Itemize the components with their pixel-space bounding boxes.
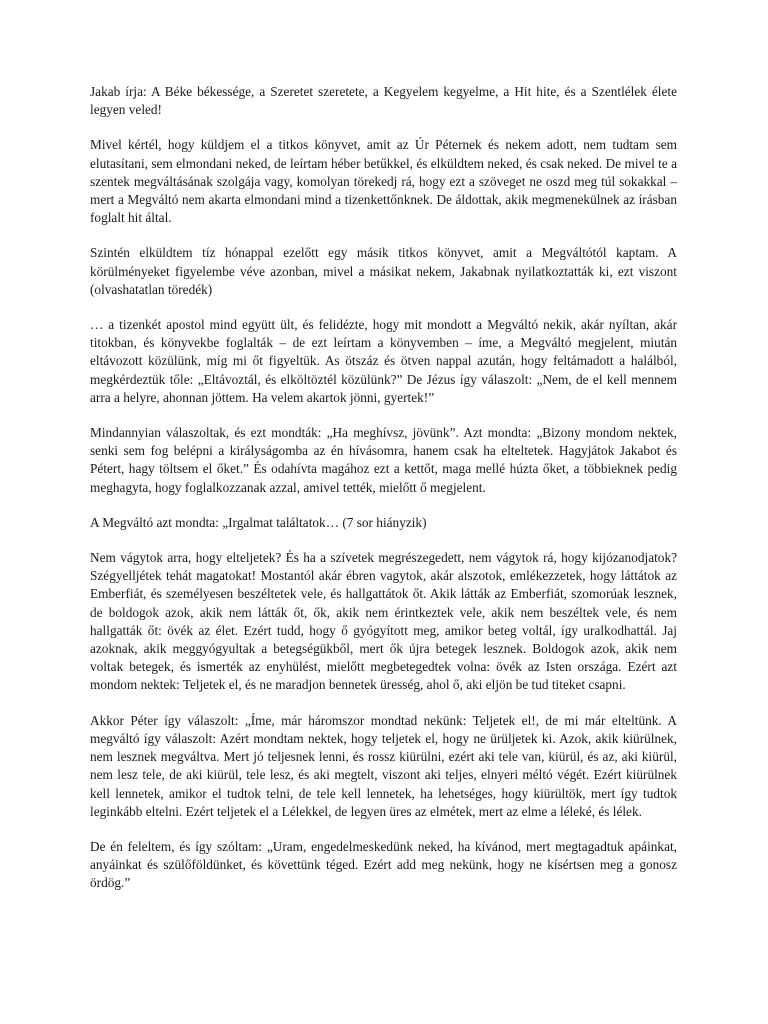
paragraph-mercy: A Megváltó azt mondta: „Irgalmat találtatok… (7 sor hiányzik) xyxy=(90,514,427,530)
paragraph-temptation: De én feleltem, és így szóltam: „Uram, engedelmeskedünk neked, ha kívánod, mert megtagadtuk apáinkat, anyáinkat és szülőföldünket, és követtünk téged. Ezért add meg nekünk, hogy ne kísértsen meg a gonosz ördög.” xyxy=(90,838,677,891)
paragraph-be-filled: Nem vágytok arra, hogy elteljetek? És ha a szívetek megrészegedett, nem vágytok rá, hogy kijózanodjatok? Szégyelljétek tehát magatokat! Mostantól akár ébren vagytok, akár alszotok, emlékezzetek, hogy láttátok az Emberfiát, és személyesen beszéltetek vele, és hallgattátok őt. Akik látták az Emberfiát, szomorúak lesznek, de boldogok azok, akik nem látták őt, ők, akik nem érintkeztek vele, akik nem beszéltek vele, és nem hallgatták őt: övék az élet. Ezért tudd, hogy ő gyógyított meg, amikor beteg voltál, így uralkodhattál. Jaj azoknak, akik meggyógyultak a betegségükből, mert ők újra betegek lesznek. Boldogok azok, akik nem voltak betegek, és ismerték az enyhülést, mielőtt megbetegedtek volna: övék az Isten országa. Ezért azt mondom nektek: Teljetek el, és ne maradjon bennetek üresség, ahol ő, aki eljön be tud titeket csapni. xyxy=(90,550,677,693)
paragraph-apostles: … a tizenkét apostol mind együtt ült, és felidézte, hogy mit mondott a Megváltó nekik, akár nyíltan, akár titokban, és könyvekbe foglalták – de ezt leírtam a könyvemben – íme, a Megváltó megjelent, miután eltávozott közülünk, míg mi őt figyeltük. As ötszáz és ötven nappal azután, hogy feltámadott a halálból, megkérdeztük tőle: „Eltávoztál, és elköltöztél közülünk?” De Jézus így válaszolt: „Nem, de el kell mennem arra a helyre, ahonnan jöttem. Ha velem akartok jönni, gyertek!” xyxy=(90,317,677,405)
paragraph-secret-book: Mivel kértél, hogy küldjem el a titkos könyvet, amit az Úr Péternek és nekem adott, nem tudtam sem elutasítani, sem elmondani neked, de leírtam héber betűkkel, és elküldtem neked, és csak neked. De mivel te a szentek megváltásának szolgája vagy, komolyan törekedj rá, hogy ezt a szöveget ne oszd meg túl sokakkal – mert a Megváltó nem akarta elmondani mind a tizenkettőnknek. De áldottak, akik megmenekülnek az írásban foglalt hit által. xyxy=(90,137,677,226)
paragraph-peter-answer: Akkor Péter így válaszolt: „Íme, már háromszor mondtad nekünk: Teljetek el!, de mi már elteltünk. A megváltó így válaszolt: Azért mondtam nektek, hogy teljetek el, hogy ne ürüljetek ki. Azok, akik kiürülnek, nem lesznek megváltva. Mert jó teljesnek lenni, és rossz kiürülni, ezért aki tele van, kiürül, és az, aki kiürül, nem lesz tele, de aki kiürül, tele lesz, és aki megtelt, viszont aki teljes, elnyeri méltó végét. Ezért kiürülnek kell lennetek, amikor el tudtok telni, de tele kell lennetek, ha lehetséges, hogy kiürültök, mert így tudtok leginkább eltelni. Ezért teljetek el a Lélekkel, de legyen üres az elmétek, mert az elme a léleké, és lélek. xyxy=(90,712,677,819)
document-page xyxy=(90,83,677,910)
paragraph-greeting: Jakab írja: A Béke békessége, a Szeretet szeretete, a Kegyelem kegyelme, a Hit hite, és a Szentlélek élete legyen veled! xyxy=(90,84,677,118)
paragraph-invitation: Mindannyian válaszoltak, és ezt mondták: „Ha meghívsz, jövünk”. Azt mondta: „Bizony mondom nektek, senki sem fog belépni a királyságomba az én hívásomra, hanem csak ha elteltetek. Hagyjátok Jakabot és Pétert, hagy töltsem el őket.” És odahívta magához ezt a kettőt, maga mellé húzta őket, a többieknek pedig meghagyta, hogy foglalkozzanak azzal, amivel tették, mielőtt ő megjelent. xyxy=(90,425,677,495)
paragraph-second-book: Szintén elküldtem tíz hónappal ezelőtt egy másik titkos könyvet, amit a Megváltótól kaptam. A körülményeket figyelembe véve azonban, mivel a másikat nekem, Jakabnak nyilatkoztatták ki, ezt viszont (olvashatatlan töredék) xyxy=(90,245,677,297)
